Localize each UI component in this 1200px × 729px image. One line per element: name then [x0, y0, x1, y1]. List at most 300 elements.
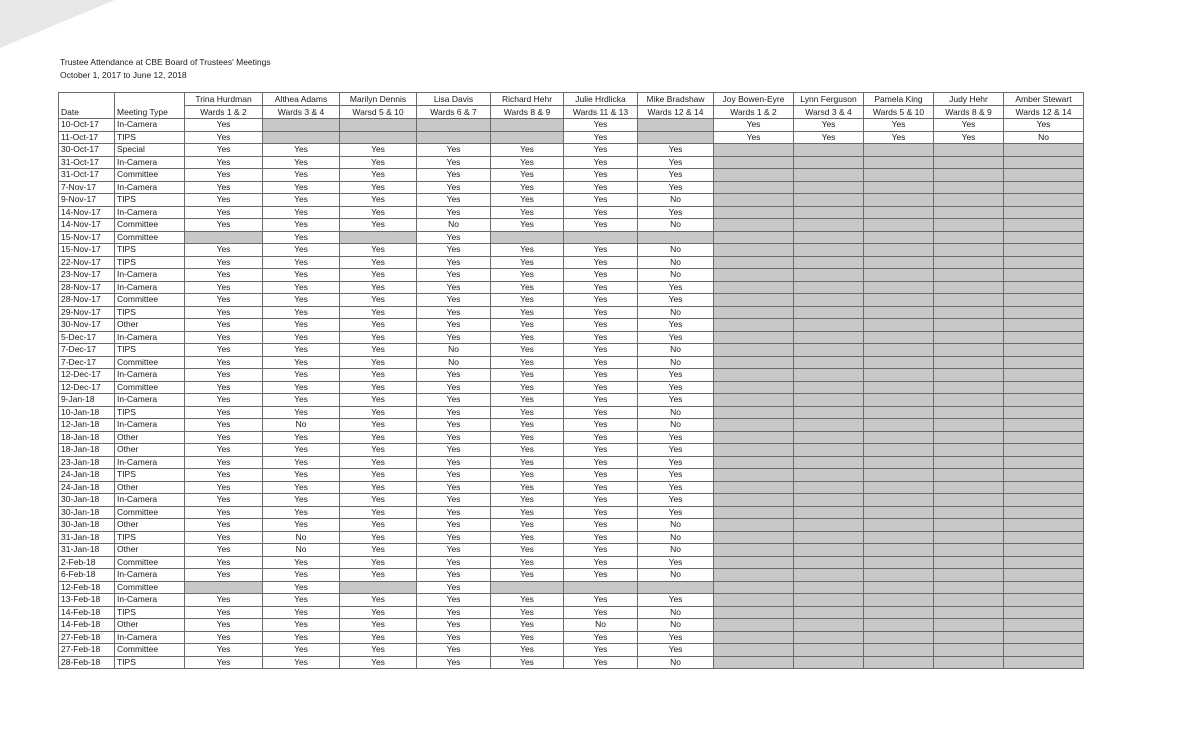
table-row	[59, 156, 1084, 169]
not-applicable-cell	[934, 381, 1004, 394]
table-row	[59, 594, 1084, 607]
meeting-type-cell: In-Camera	[115, 119, 185, 132]
table-row	[59, 619, 1084, 632]
not-applicable-cell	[714, 531, 794, 544]
attendance-cell: Yes	[417, 644, 491, 657]
attendance-cell: Yes	[263, 394, 340, 407]
attendance-cell: Yes	[340, 281, 417, 294]
attendance-cell: Yes	[185, 119, 263, 132]
attendance-cell: Yes	[638, 394, 714, 407]
attendance-cell: Yes	[185, 619, 263, 632]
attendance-cell: Yes	[185, 606, 263, 619]
attendance-cell: Yes	[185, 544, 263, 557]
not-applicable-cell	[638, 231, 714, 244]
meeting-date-cell: 24-Jan-18	[59, 469, 115, 482]
meeting-date-cell: 31-Jan-18	[59, 531, 115, 544]
not-applicable-cell	[864, 644, 934, 657]
attendance-cell: Yes	[263, 356, 340, 369]
attendance-cell: Yes	[263, 431, 340, 444]
attendance-cell: Yes	[185, 269, 263, 282]
not-applicable-cell	[794, 269, 864, 282]
attendance-cell: Yes	[417, 269, 491, 282]
attendance-cell: Yes	[491, 444, 564, 457]
attendance-cell: Yes	[491, 381, 564, 394]
attendance-cell: Yes	[638, 181, 714, 194]
not-applicable-cell	[864, 306, 934, 319]
table-row	[59, 481, 1084, 494]
header-row-names	[59, 93, 1084, 106]
attendance-cell: Yes	[340, 481, 417, 494]
attendance-cell: Yes	[185, 644, 263, 657]
attendance-cell: Yes	[564, 406, 638, 419]
not-applicable-cell	[714, 144, 794, 157]
attendance-cell: Yes	[417, 444, 491, 457]
not-applicable-cell	[714, 594, 794, 607]
meeting-date-cell: 23-Jan-18	[59, 456, 115, 469]
not-applicable-cell	[263, 131, 340, 144]
not-applicable-cell	[1004, 581, 1084, 594]
not-applicable-cell	[714, 344, 794, 357]
meeting-date-cell: 23-Nov-17	[59, 269, 115, 282]
attendance-cell: Yes	[491, 431, 564, 444]
not-applicable-cell	[934, 144, 1004, 157]
meeting-date-cell: 30-Jan-18	[59, 519, 115, 532]
attendance-cell: Yes	[185, 456, 263, 469]
attendance-cell: Yes	[564, 119, 638, 132]
attendance-cell: Yes	[340, 144, 417, 157]
not-applicable-cell	[934, 631, 1004, 644]
attendance-cell: Yes	[491, 369, 564, 382]
not-applicable-cell	[1004, 456, 1084, 469]
attendance-cell: Yes	[491, 631, 564, 644]
attendance-cell: Yes	[491, 169, 564, 182]
attendance-cell: Yes	[263, 156, 340, 169]
attendance-cell: Yes	[417, 469, 491, 482]
not-applicable-cell	[491, 581, 564, 594]
table-row	[59, 406, 1084, 419]
attendance-cell: Yes	[491, 406, 564, 419]
attendance-cell: Yes	[491, 656, 564, 669]
not-applicable-cell	[864, 219, 934, 232]
meeting-type-cell: TIPS	[115, 406, 185, 419]
not-applicable-cell	[864, 281, 934, 294]
meeting-type-cell: In-Camera	[115, 631, 185, 644]
not-applicable-cell	[714, 169, 794, 182]
meeting-date-cell: 14-Nov-17	[59, 219, 115, 232]
meeting-date-cell: 14-Feb-18	[59, 606, 115, 619]
attendance-cell: No	[638, 269, 714, 282]
meeting-date-cell: 30-Jan-18	[59, 494, 115, 507]
trustee-name-header: Pamela King	[864, 93, 934, 106]
attendance-cell: Yes	[185, 494, 263, 507]
not-applicable-cell	[1004, 544, 1084, 557]
attendance-cell: Yes	[638, 381, 714, 394]
not-applicable-cell	[714, 194, 794, 207]
attendance-cell: Yes	[564, 606, 638, 619]
attendance-cell: Yes	[185, 469, 263, 482]
table-row	[59, 444, 1084, 457]
meeting-type-cell: Committee	[115, 506, 185, 519]
not-applicable-cell	[714, 219, 794, 232]
not-applicable-cell	[714, 306, 794, 319]
trustee-name-header: Judy Hehr	[934, 93, 1004, 106]
attendance-cell: Yes	[491, 356, 564, 369]
not-applicable-cell	[564, 231, 638, 244]
not-applicable-cell	[417, 119, 491, 132]
not-applicable-cell	[714, 381, 794, 394]
table-row	[59, 369, 1084, 382]
attendance-cell: Yes	[185, 381, 263, 394]
not-applicable-cell	[1004, 169, 1084, 182]
not-applicable-cell	[794, 456, 864, 469]
attendance-cell: Yes	[263, 594, 340, 607]
not-applicable-cell	[934, 569, 1004, 582]
attendance-cell: No	[638, 244, 714, 257]
meeting-type-cell: TIPS	[115, 469, 185, 482]
attendance-cell: Yes	[340, 631, 417, 644]
not-applicable-cell	[794, 444, 864, 457]
not-applicable-cell	[794, 294, 864, 307]
attendance-cell: Yes	[491, 331, 564, 344]
not-applicable-cell	[934, 169, 1004, 182]
not-applicable-cell	[934, 356, 1004, 369]
attendance-cell: Yes	[263, 656, 340, 669]
not-applicable-cell	[638, 119, 714, 132]
attendance-cell: Yes	[185, 344, 263, 357]
attendance-cell: Yes	[638, 319, 714, 332]
table-row	[59, 606, 1084, 619]
attendance-cell: Yes	[491, 644, 564, 657]
not-applicable-cell	[714, 619, 794, 632]
table-row	[59, 256, 1084, 269]
table-row	[59, 206, 1084, 219]
not-applicable-cell	[1004, 481, 1084, 494]
attendance-cell: Yes	[263, 331, 340, 344]
meeting-type-cell: TIPS	[115, 344, 185, 357]
attendance-cell: Yes	[417, 306, 491, 319]
not-applicable-cell	[185, 581, 263, 594]
table-row	[59, 644, 1084, 657]
attendance-cell: Yes	[564, 494, 638, 507]
attendance-cell: Yes	[491, 269, 564, 282]
attendance-cell: No	[1004, 131, 1084, 144]
not-applicable-cell	[794, 181, 864, 194]
attendance-cell: No	[417, 344, 491, 357]
meeting-date-cell: 12-Feb-18	[59, 581, 115, 594]
not-applicable-cell	[714, 269, 794, 282]
not-applicable-cell	[864, 556, 934, 569]
meeting-date-cell: 27-Feb-18	[59, 644, 115, 657]
meeting-type-cell: TIPS	[115, 531, 185, 544]
attendance-cell: Yes	[417, 294, 491, 307]
not-applicable-cell	[564, 581, 638, 594]
attendance-cell: Yes	[263, 519, 340, 532]
attendance-cell: Yes	[417, 619, 491, 632]
not-applicable-cell	[934, 469, 1004, 482]
attendance-cell: Yes	[564, 344, 638, 357]
not-applicable-cell	[934, 244, 1004, 257]
attendance-cell: Yes	[638, 331, 714, 344]
meeting-type-cell: Other	[115, 431, 185, 444]
not-applicable-cell	[794, 594, 864, 607]
not-applicable-cell	[794, 231, 864, 244]
attendance-cell: Yes	[185, 169, 263, 182]
attendance-cell: Yes	[185, 481, 263, 494]
attendance-cell: Yes	[185, 156, 263, 169]
not-applicable-cell	[864, 331, 934, 344]
not-applicable-cell	[714, 244, 794, 257]
not-applicable-cell	[934, 581, 1004, 594]
trustee-wards-header: Wards 3 & 4	[263, 106, 340, 119]
attendance-cell: Yes	[185, 369, 263, 382]
attendance-cell: Yes	[491, 394, 564, 407]
attendance-cell: Yes	[417, 494, 491, 507]
attendance-cell: Yes	[934, 131, 1004, 144]
not-applicable-cell	[1004, 244, 1084, 257]
meeting-date-cell: 31-Oct-17	[59, 169, 115, 182]
not-applicable-cell	[934, 519, 1004, 532]
not-applicable-cell	[1004, 406, 1084, 419]
not-applicable-cell	[864, 344, 934, 357]
not-applicable-cell	[1004, 269, 1084, 282]
attendance-cell: Yes	[340, 606, 417, 619]
attendance-cell: No	[638, 519, 714, 532]
attendance-cell: No	[638, 306, 714, 319]
attendance-cell: Yes	[564, 194, 638, 207]
attendance-cell: Yes	[491, 556, 564, 569]
not-applicable-cell	[864, 244, 934, 257]
trustee-wards-header: Wards 8 & 9	[934, 106, 1004, 119]
not-applicable-cell	[864, 481, 934, 494]
meeting-type-cell: Committee	[115, 556, 185, 569]
attendance-cell: Yes	[340, 256, 417, 269]
trustee-wards-header: Warsd 5 & 10	[340, 106, 417, 119]
not-applicable-cell	[1004, 231, 1084, 244]
meeting-date-cell: 14-Feb-18	[59, 619, 115, 632]
meeting-type-cell: TIPS	[115, 244, 185, 257]
attendance-cell: Yes	[185, 281, 263, 294]
attendance-cell: Yes	[185, 656, 263, 669]
attendance-cell: Yes	[638, 631, 714, 644]
not-applicable-cell	[714, 556, 794, 569]
attendance-cell: Yes	[564, 656, 638, 669]
not-applicable-cell	[714, 644, 794, 657]
not-applicable-cell	[864, 506, 934, 519]
attendance-cell: Yes	[185, 356, 263, 369]
attendance-cell: Yes	[417, 394, 491, 407]
not-applicable-cell	[864, 231, 934, 244]
attendance-cell: Yes	[340, 419, 417, 432]
table-row	[59, 306, 1084, 319]
attendance-cell: Yes	[564, 481, 638, 494]
attendance-cell: Yes	[564, 431, 638, 444]
attendance-cell: Yes	[491, 156, 564, 169]
attendance-cell: Yes	[263, 456, 340, 469]
not-applicable-cell	[714, 331, 794, 344]
attendance-cell: Yes	[185, 569, 263, 582]
not-applicable-cell	[794, 306, 864, 319]
attendance-cell: Yes	[934, 119, 1004, 132]
not-applicable-cell	[864, 444, 934, 457]
not-applicable-cell	[1004, 281, 1084, 294]
not-applicable-cell	[491, 131, 564, 144]
attendance-cell: Yes	[491, 206, 564, 219]
not-applicable-cell	[864, 494, 934, 507]
not-applicable-cell	[864, 256, 934, 269]
not-applicable-cell	[185, 231, 263, 244]
table-row	[59, 219, 1084, 232]
attendance-cell: Yes	[638, 469, 714, 482]
attendance-cell: Yes	[263, 606, 340, 619]
attendance-cell: Yes	[564, 356, 638, 369]
attendance-cell: Yes	[263, 194, 340, 207]
attendance-cell: Yes	[417, 481, 491, 494]
not-applicable-cell	[1004, 306, 1084, 319]
meeting-type-cell: TIPS	[115, 194, 185, 207]
column-header-meeting-type: Meeting Type	[115, 93, 185, 119]
attendance-cell: Yes	[864, 131, 934, 144]
table-row	[59, 531, 1084, 544]
not-applicable-cell	[1004, 256, 1084, 269]
attendance-cell: Yes	[638, 481, 714, 494]
not-applicable-cell	[794, 406, 864, 419]
attendance-cell: Yes	[340, 431, 417, 444]
not-applicable-cell	[864, 456, 934, 469]
attendance-cell: Yes	[491, 519, 564, 532]
not-applicable-cell	[491, 119, 564, 132]
not-applicable-cell	[864, 631, 934, 644]
attendance-cell: Yes	[185, 519, 263, 532]
attendance-cell: Yes	[417, 594, 491, 607]
meeting-date-cell: 7-Dec-17	[59, 344, 115, 357]
not-applicable-cell	[1004, 206, 1084, 219]
not-applicable-cell	[934, 219, 1004, 232]
attendance-cell: Yes	[864, 119, 934, 132]
attendance-cell: Yes	[564, 369, 638, 382]
attendance-cell: No	[638, 256, 714, 269]
not-applicable-cell	[864, 544, 934, 557]
attendance-cell: Yes	[638, 444, 714, 457]
table-row	[59, 319, 1084, 332]
attendance-cell: Yes	[263, 281, 340, 294]
not-applicable-cell	[864, 194, 934, 207]
not-applicable-cell	[714, 494, 794, 507]
not-applicable-cell	[1004, 431, 1084, 444]
table-row	[59, 506, 1084, 519]
table-row	[59, 169, 1084, 182]
trustee-name-header: Trina Hurdman	[185, 93, 263, 106]
meeting-type-cell: TIPS	[115, 131, 185, 144]
attendance-cell: Yes	[263, 406, 340, 419]
not-applicable-cell	[794, 419, 864, 432]
meeting-date-cell: 18-Jan-18	[59, 431, 115, 444]
not-applicable-cell	[1004, 194, 1084, 207]
trustee-wards-header: Wards 1 & 2	[714, 106, 794, 119]
meeting-type-cell: Other	[115, 319, 185, 332]
attendance-cell: Yes	[638, 369, 714, 382]
attendance-cell: Yes	[564, 506, 638, 519]
not-applicable-cell	[934, 594, 1004, 607]
not-applicable-cell	[864, 381, 934, 394]
not-applicable-cell	[934, 394, 1004, 407]
attendance-cell: Yes	[340, 269, 417, 282]
not-applicable-cell	[1004, 531, 1084, 544]
meeting-date-cell: 31-Oct-17	[59, 156, 115, 169]
attendance-cell: Yes	[340, 294, 417, 307]
meeting-date-cell: 28-Nov-17	[59, 281, 115, 294]
meeting-date-cell: 9-Nov-17	[59, 194, 115, 207]
attendance-cell: Yes	[638, 206, 714, 219]
meeting-date-cell: 10-Jan-18	[59, 406, 115, 419]
attendance-cell: Yes	[417, 144, 491, 157]
attendance-cell: Yes	[564, 269, 638, 282]
not-applicable-cell	[864, 144, 934, 157]
not-applicable-cell	[794, 206, 864, 219]
attendance-cell: Yes	[491, 319, 564, 332]
attendance-cell: Yes	[491, 594, 564, 607]
not-applicable-cell	[864, 319, 934, 332]
attendance-cell: Yes	[340, 369, 417, 382]
attendance-cell: Yes	[491, 469, 564, 482]
attendance-cell: Yes	[714, 131, 794, 144]
attendance-cell: Yes	[564, 556, 638, 569]
attendance-cell: Yes	[638, 506, 714, 519]
table-row	[59, 556, 1084, 569]
attendance-cell: Yes	[340, 644, 417, 657]
table-row	[59, 344, 1084, 357]
attendance-cell: Yes	[185, 631, 263, 644]
trustee-wards-header: Wards 5 & 10	[864, 106, 934, 119]
attendance-cell: Yes	[340, 656, 417, 669]
attendance-cell: Yes	[417, 156, 491, 169]
not-applicable-cell	[714, 281, 794, 294]
table-row	[59, 181, 1084, 194]
not-applicable-cell	[934, 494, 1004, 507]
attendance-cell: Yes	[263, 231, 340, 244]
attendance-cell: Yes	[491, 219, 564, 232]
not-applicable-cell	[714, 544, 794, 557]
not-applicable-cell	[1004, 156, 1084, 169]
attendance-cell: Yes	[417, 569, 491, 582]
not-applicable-cell	[714, 394, 794, 407]
attendance-cell: Yes	[417, 381, 491, 394]
meeting-date-cell: 28-Feb-18	[59, 656, 115, 669]
not-applicable-cell	[1004, 319, 1084, 332]
not-applicable-cell	[794, 431, 864, 444]
attendance-cell: Yes	[340, 494, 417, 507]
attendance-cell: Yes	[185, 594, 263, 607]
trustee-wards-header: Wards 8 & 9	[491, 106, 564, 119]
not-applicable-cell	[794, 494, 864, 507]
attendance-cell: Yes	[417, 519, 491, 532]
attendance-cell: Yes	[185, 306, 263, 319]
not-applicable-cell	[934, 269, 1004, 282]
not-applicable-cell	[794, 331, 864, 344]
attendance-cell: Yes	[417, 531, 491, 544]
attendance-cell: Yes	[417, 606, 491, 619]
meeting-date-cell: 14-Nov-17	[59, 206, 115, 219]
not-applicable-cell	[340, 231, 417, 244]
not-applicable-cell	[714, 656, 794, 669]
not-applicable-cell	[1004, 444, 1084, 457]
meeting-date-cell: 15-Nov-17	[59, 244, 115, 257]
attendance-cell: Yes	[491, 281, 564, 294]
attendance-cell: No	[263, 419, 340, 432]
meeting-type-cell: Other	[115, 444, 185, 457]
meeting-date-cell: 30-Nov-17	[59, 319, 115, 332]
attendance-cell: Yes	[491, 244, 564, 257]
trustee-wards-header: Wards 1 & 2	[185, 106, 263, 119]
